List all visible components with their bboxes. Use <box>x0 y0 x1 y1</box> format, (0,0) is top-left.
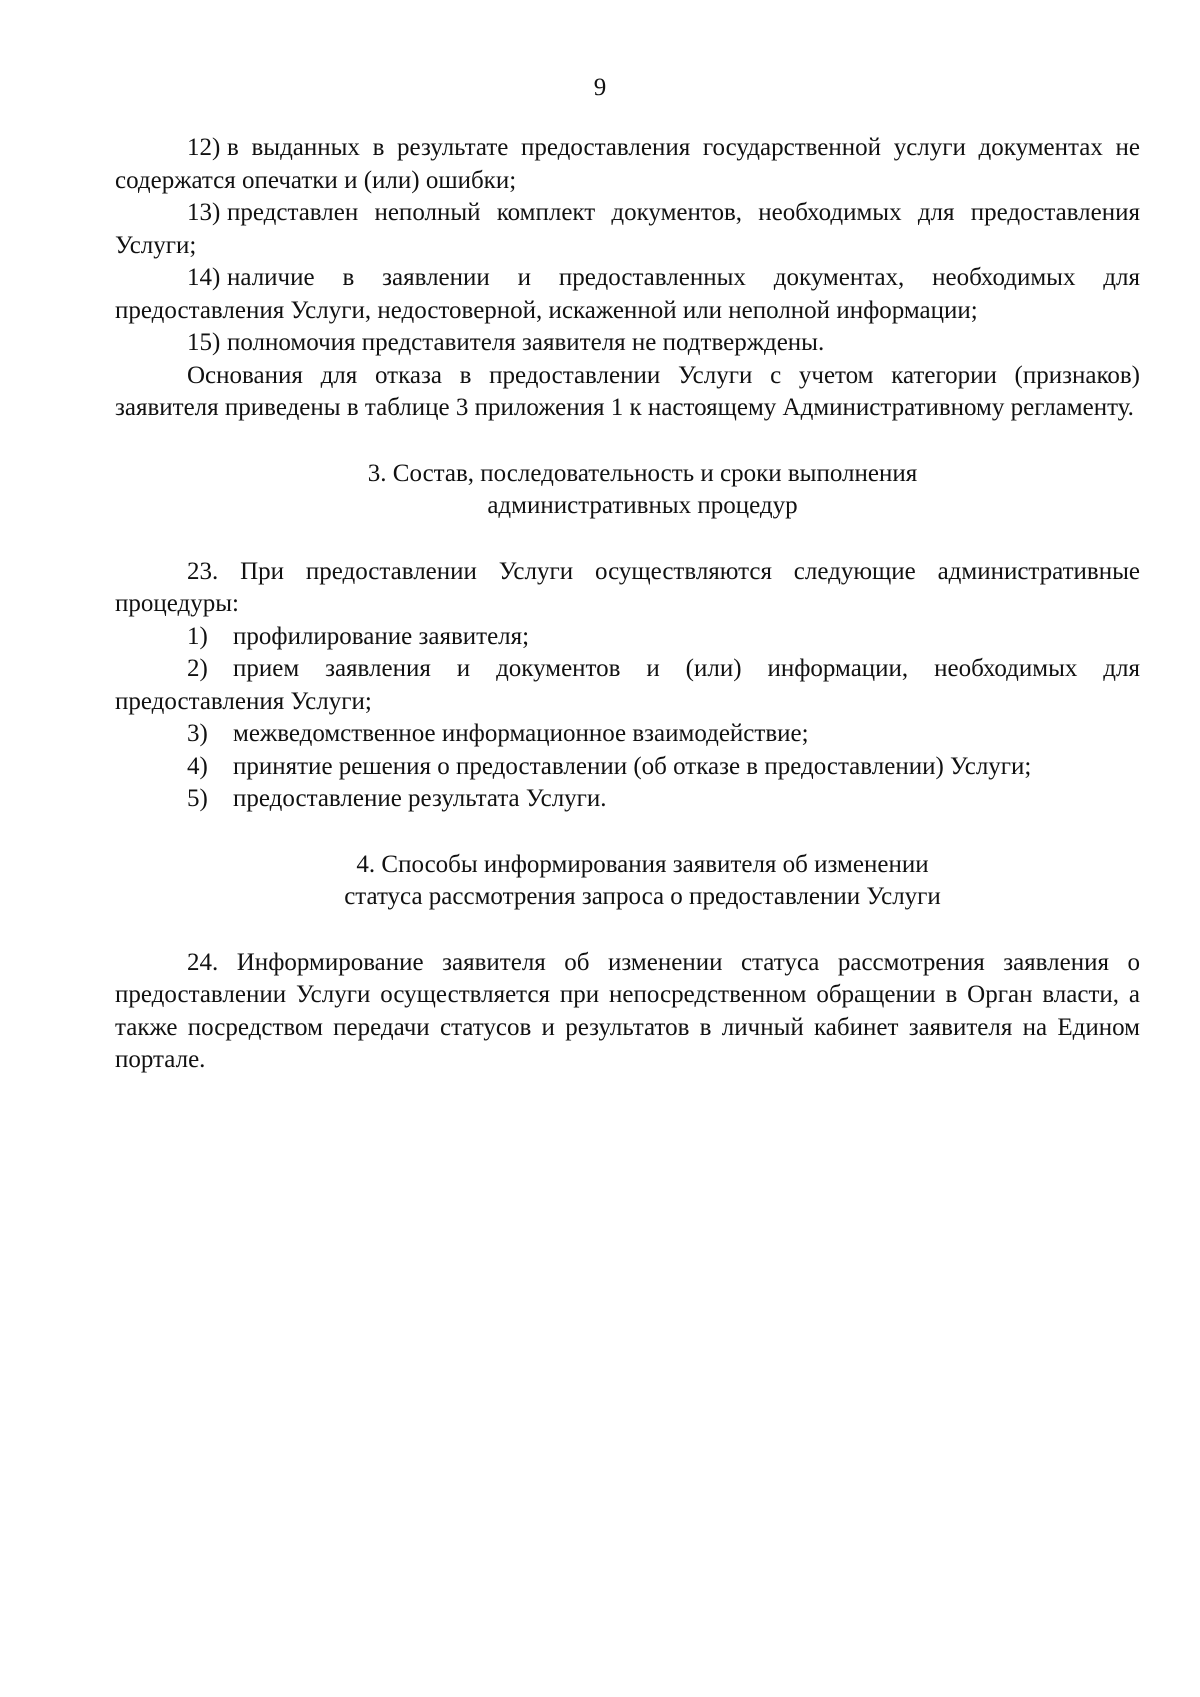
procedure-item <box>115 621 1140 654</box>
section-3-heading <box>115 458 1140 523</box>
item-number: 15) <box>187 329 221 356</box>
item-text: принятие решения о предоставлении (об отказе в предоставлении) Услуги; <box>233 752 1032 780</box>
item-number: 1) <box>187 622 208 650</box>
section-3-title-line-1: 3. Состав, последовательность и сроки выполнения <box>367 459 918 487</box>
item-number: 14) <box>187 264 221 291</box>
procedure-item <box>115 718 1140 751</box>
item-text: профилирование заявителя; <box>233 622 530 650</box>
item-number: 13) <box>187 199 221 226</box>
paragraph-23: 23. При предоставлении Услуги осуществляются следующие административные процедуры: <box>115 557 1140 617</box>
page-number: 9 <box>593 74 607 101</box>
item-text: представлен неполный комплект документов, необходимых для предоставления Услуги; <box>115 199 1140 259</box>
item-text: полномочия представителя заявителя не подтверждены. <box>227 329 825 356</box>
item-number: 4) <box>187 752 208 780</box>
section-3-title-line-2: административных процедур <box>487 492 798 519</box>
section-4-title-line-2: статуса рассмотрения запроса о предоставлении Услуги <box>344 883 941 910</box>
procedure-item <box>115 783 1140 816</box>
procedure-item <box>115 653 1140 718</box>
list-item-14 <box>115 262 1140 327</box>
item-text: в выданных в результате предоставления государственной услуги документах не содержатся опечатки и (или) ошибки; <box>115 134 1140 194</box>
list-item-15 <box>115 327 1140 360</box>
list-item-12 <box>115 132 1140 197</box>
item-text: наличие в заявлении и предоставленных документах, необходимых для предоставления Услуги, недостоверной, искаженной или неполной информации; <box>115 264 1140 324</box>
item-text: межведомственное информационное взаимодействие; <box>233 720 809 747</box>
item-number: 2) <box>187 655 208 682</box>
refusal-grounds-paragraph: Основания для отказа в предоставлении Услуги с учетом категории (признаков) заявителя приведены в таблице 3 приложения 1 к настоящему Административному регламенту. <box>115 361 1140 421</box>
item-number: 3) <box>187 720 208 747</box>
document-body <box>115 132 1140 1077</box>
item-number: 5) <box>187 785 208 812</box>
section-4-title-line-1: 4. Способы информирования заявителя об изменении <box>356 850 929 878</box>
item-text: предоставление результата Услуги. <box>233 785 607 812</box>
paragraph-24: 24. Информирование заявителя об изменении статуса рассмотрения заявления о предоставлении Услуги осуществляется при непосредственном обращении в Орган власти, а также посредством передачи статусов и результатов в личный кабинет заявителя на Едином портале. <box>115 948 1140 1073</box>
procedure-item <box>115 751 1140 784</box>
item-number: 12) <box>187 134 221 161</box>
list-item-13 <box>115 197 1140 262</box>
section-4-heading <box>115 849 1140 914</box>
item-text: прием заявления и документов и (или) информации, необходимых для предоставления Услуги; <box>115 655 1140 715</box>
